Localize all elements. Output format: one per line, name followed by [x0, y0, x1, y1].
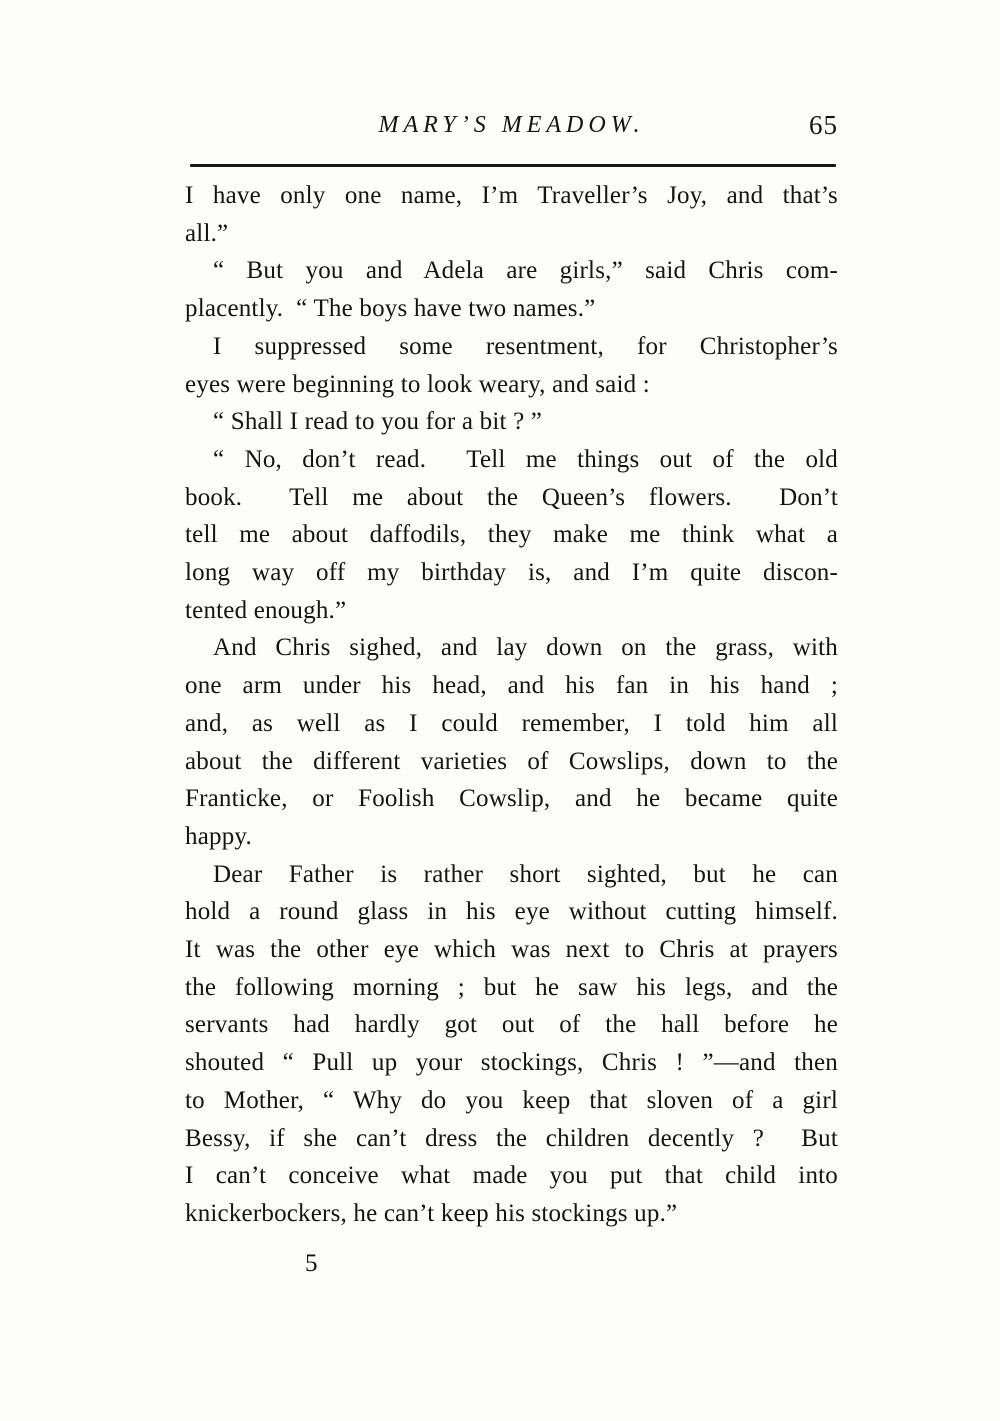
text-line: “ Shall I read to you for a bit ? ”	[213, 408, 543, 436]
text-line: “ No, don’t read. Tell me things out of the old	[213, 445, 838, 473]
header-rule	[190, 164, 836, 167]
text-line: shouted “ Pull up your stockings, Chris ! ”—and then	[185, 1049, 838, 1077]
text-line: servants had hardly got out of the hall before he	[185, 1011, 838, 1039]
text-line: Franticke, or Foolish Cowslip, and he became quite	[185, 785, 838, 813]
body-text	[185, 177, 838, 1282]
text-line: and, as well as I could remember, I told him all	[185, 709, 838, 737]
text-line: tented enough.”	[185, 596, 347, 624]
text-line: tell me about daffodils, they make me think what a	[185, 521, 838, 549]
text-line: “ But you and Adela are girls,” said Chris com-	[213, 257, 838, 285]
text-line: book. Tell me about the Queen’s flowers. Don’t	[185, 483, 838, 511]
signature-mark: 5	[305, 1249, 318, 1277]
text-line: Bessy, if she can’t dress the children decently ? But	[185, 1124, 838, 1152]
text-line: one arm under his head, and his fan in his hand ;	[185, 672, 838, 700]
text-line: placently. “ The boys have two names.”	[185, 295, 596, 323]
text-line: I suppressed some resentment, for Christopher’s	[213, 332, 838, 360]
text-line: eyes were beginning to look weary, and said :	[185, 370, 650, 398]
text-line: hold a round glass in his eye without cutting himself.	[185, 898, 838, 926]
text-line: happy.	[185, 822, 252, 850]
text-line: the following morning ; but he saw his legs, and the	[185, 973, 838, 1001]
running-title: MARY’S MEADOW.	[378, 112, 645, 138]
text-line: Dear Father is rather short sighted, but he can	[213, 860, 838, 888]
page-number: 65	[809, 110, 838, 140]
text-line: knickerbockers, he can’t keep his stockings up.”	[185, 1199, 678, 1227]
text-line: I have only one name, I’m Traveller’s Joy, and that’s	[185, 182, 838, 209]
page-header	[185, 112, 838, 148]
text-line: I can’t conceive what made you put that child into	[185, 1162, 838, 1190]
text-line: long way off my birthday is, and I’m quite discon-	[185, 559, 838, 587]
text-line: to Mother, “ Why do you keep that sloven of a girl	[185, 1086, 838, 1114]
text-line: And Chris sighed, and lay down on the grass, with	[213, 634, 838, 662]
text-line: all.”	[185, 219, 229, 247]
text-line: It was the other eye which was next to Chris at prayers	[185, 936, 838, 964]
text-line: about the different varieties of Cowslips, down to the	[185, 747, 838, 775]
